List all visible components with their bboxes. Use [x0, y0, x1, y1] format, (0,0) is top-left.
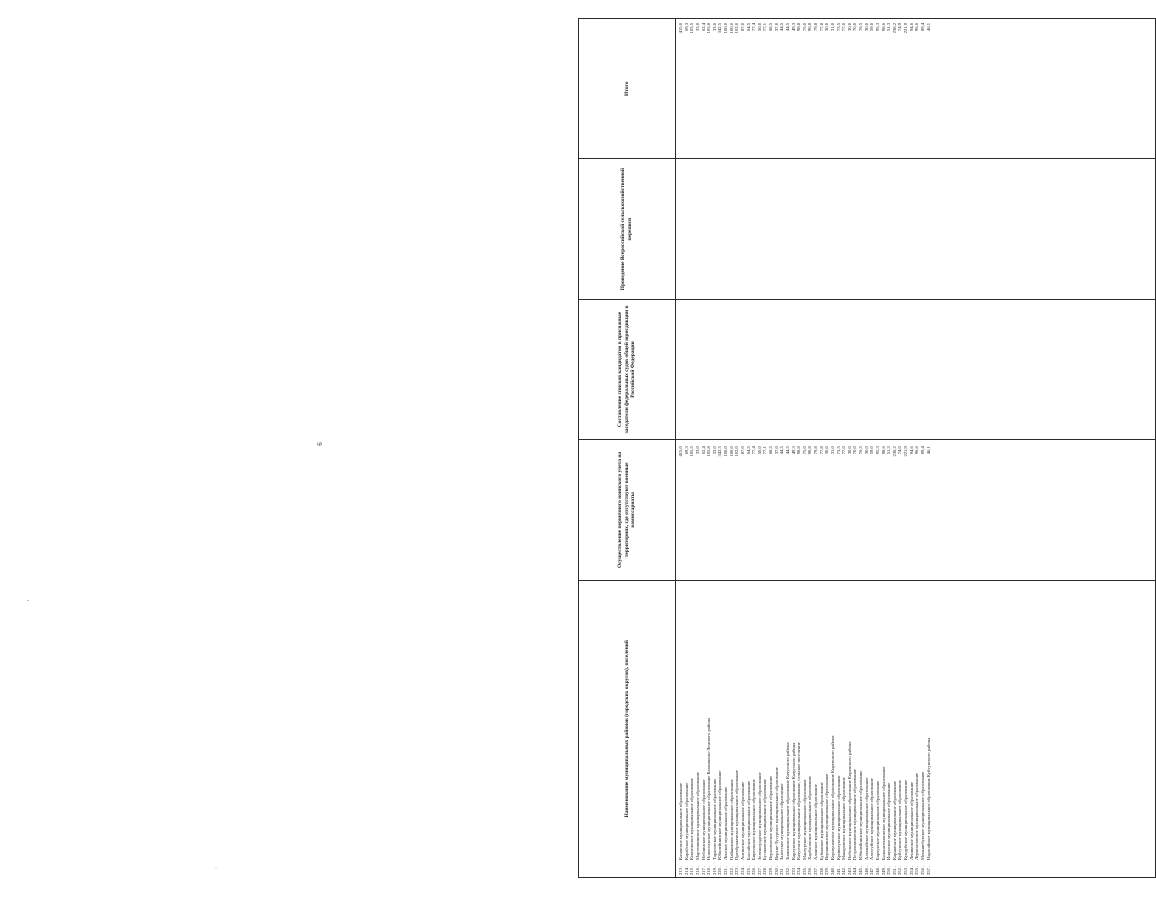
row-number: 254 .	[908, 865, 914, 875]
total-value: 30,0	[824, 23, 830, 32]
military-value: 73,5	[835, 446, 841, 455]
military-value: 59,0	[869, 446, 875, 455]
total-value: 77,0	[841, 23, 847, 32]
military-value: 105,5	[689, 446, 695, 457]
allocation-table	[578, 18, 1156, 878]
row-number: 218 .	[706, 865, 712, 875]
total-value: 96,6	[914, 23, 920, 32]
table-header-row	[579, 19, 676, 878]
row-name: Юбилейнинское муниципальное образование	[717, 770, 723, 860]
military-value: 100,0	[723, 446, 728, 457]
military-values-cell	[676, 440, 1156, 580]
row-name: Аланское муниципальное образование	[813, 784, 818, 860]
total-value: 33,0	[711, 23, 717, 32]
total-value: 69,3	[683, 23, 689, 32]
total-value: 221,9	[903, 23, 908, 34]
military-value: 51,3	[886, 446, 892, 455]
military-value: 77,8	[818, 446, 824, 455]
row-number: 251 .	[891, 865, 897, 875]
row-number: 227 .	[756, 865, 762, 875]
total-value: 50,0	[756, 23, 762, 32]
row-number: 224 .	[739, 865, 745, 875]
row-number: 242 .	[841, 865, 847, 875]
row-number: 238 .	[818, 865, 824, 875]
total-value: 68,5	[768, 23, 773, 32]
total-value: 105,8	[706, 23, 712, 34]
row-name: Меньшебукское муниципальное образование	[919, 771, 925, 860]
row-number: 226 .	[751, 865, 757, 875]
military-value: 105,8	[706, 446, 712, 457]
military-value: 102,0	[734, 446, 740, 457]
row-name: Неблинское муниципальное образование	[700, 779, 706, 860]
row-name: Тарасовское муниципальное образование	[711, 778, 717, 860]
row-name: Бутаковское муниципальное образование	[762, 778, 768, 860]
military-value: 46,1	[925, 446, 931, 455]
row-name: Кундуйское муниципальное образование	[903, 779, 908, 860]
military-value: 49,3	[790, 446, 796, 455]
total-value: 31,0	[829, 23, 835, 32]
row-name: Ленинское муниципальное образование	[908, 781, 914, 860]
row-name: Карабское муниципальное образование	[683, 782, 689, 860]
total-value: 79,8	[813, 23, 818, 32]
row-name: Верхне-Тутурское муниципальное образование	[773, 767, 779, 860]
military-value: 75,0	[801, 446, 807, 455]
military-value: 94,6	[908, 446, 914, 455]
total-value: 59,0	[869, 23, 875, 32]
row-number: 240 .	[829, 865, 835, 875]
military-value: 98,6	[880, 446, 886, 455]
total-value: 70,0	[852, 23, 858, 32]
row-number: 228 .	[762, 865, 768, 875]
scan-mark: ·	[215, 866, 217, 872]
row-name: Зеленоградское муниципальное образование	[756, 772, 762, 860]
military-value: 342,5	[717, 446, 723, 457]
row-number: 246 .	[863, 865, 869, 875]
total-value: 75,0	[801, 23, 807, 32]
row-name: Криволукское муниципальное образование	[835, 775, 841, 860]
row-number: 232 .	[784, 865, 790, 875]
military-value: 50,0	[756, 446, 762, 455]
total-value: 37,0	[773, 23, 779, 32]
row-number: 220 .	[717, 865, 723, 875]
total-value: 95,3	[874, 23, 880, 32]
military-value: 68,5	[768, 446, 773, 455]
total-value: 49,3	[790, 23, 796, 32]
row-name: Харбатовское муниципальное образование	[807, 776, 813, 860]
row-name: Алзамайское муниципальное образование	[863, 777, 869, 860]
row-number: 239 .	[824, 865, 830, 875]
row-name: Пайкинское муниципальное образование	[728, 779, 734, 860]
total-value: 46,1	[925, 23, 931, 32]
row-number: 229 .	[768, 865, 773, 875]
total-value: 98,6	[880, 23, 886, 32]
total-value: 89,4	[919, 23, 925, 32]
military-value: 33,0	[711, 446, 717, 455]
military-value: 30,0	[824, 446, 830, 455]
row-name: Ишунское муниципальное образование	[886, 782, 892, 860]
military-value: 238,2	[891, 446, 897, 457]
row-name: Качугское муниципальное образование, сельское поселение	[796, 742, 802, 860]
names-cell	[676, 580, 1156, 877]
total-value: 102,0	[734, 23, 740, 34]
military-value: 31,0	[829, 446, 835, 455]
row-name: Бирюльское муниципальное образование	[751, 779, 757, 860]
row-number: 214 .	[683, 865, 689, 875]
row-number: 237 .	[813, 865, 818, 875]
row-name: Знаменское муниципальное образование Качугского района	[784, 742, 790, 860]
military-value: 70,0	[852, 446, 858, 455]
row-number: 250 .	[886, 865, 892, 875]
table-body-row	[676, 19, 1156, 878]
row-name: Верхоленское муниципальное образование	[768, 775, 773, 860]
row-name: Наратайское муниципальное образование Куйтунского района	[925, 737, 931, 860]
row-name: Барлукское муниципальное образование	[874, 780, 880, 860]
military-value: 74,0	[897, 446, 903, 455]
military-value: 90,8	[807, 446, 813, 455]
military-value: 79,8	[813, 446, 818, 455]
military-value: 89,4	[919, 446, 925, 455]
total-value: 30,0	[863, 23, 869, 32]
row-name: Казанское муниципальное образование	[678, 782, 683, 860]
row-number: 257 .	[925, 865, 931, 875]
military-value: 64,5	[745, 446, 751, 455]
total-value: 62,4	[700, 23, 706, 32]
total-value: 342,5	[717, 23, 723, 34]
military-value: 96,6	[914, 446, 920, 455]
total-value: 77,4	[751, 23, 757, 32]
military-value: 415,0	[678, 446, 683, 457]
row-number: 236 .	[807, 865, 813, 875]
row-name: Кинзельское муниципальное образование	[689, 778, 695, 860]
military-value: 62,4	[700, 446, 706, 455]
jurors-values-cell	[676, 299, 1156, 439]
row-number: 252 .	[897, 865, 903, 875]
row-name: Макаровское муниципальное образование	[841, 777, 847, 860]
military-value: 87,0	[739, 446, 745, 455]
row-number: 243 .	[846, 865, 852, 875]
rotated-page	[578, 18, 1156, 878]
total-value: 64,5	[745, 23, 751, 32]
row-name: Лермонтовское муниципальное образование	[914, 772, 920, 860]
row-name: Преображенское муниципальное образование	[734, 770, 740, 860]
total-value: 33,0	[694, 23, 700, 32]
total-value: 76,5	[858, 23, 863, 32]
row-name: Вершининское муниципальное образование	[824, 773, 830, 860]
row-name: Бахтайское муниципальное образование	[745, 780, 751, 860]
total-value: 77,1	[762, 23, 768, 32]
row-number: 230 .	[773, 865, 779, 875]
row-number: 217 .	[700, 865, 706, 875]
row-number: 213 .	[678, 865, 683, 875]
header-name: Наименование муниципальных районов (городских округов), поселений	[579, 580, 676, 877]
header-agricultural-census: Проведение Всероссийской сельскохозяйственной переписи	[579, 159, 676, 299]
row-name: Петропавловское муниципальное образование	[852, 768, 858, 860]
total-value: 77,8	[818, 23, 824, 32]
total-values-cell	[676, 19, 1156, 159]
row-number: 255 .	[914, 865, 920, 875]
row-number: 249 .	[880, 865, 886, 875]
row-name: Манзурское муниципальное образование	[801, 779, 807, 860]
total-value: 73,5	[835, 23, 841, 32]
total-value: 90,8	[807, 23, 813, 32]
row-number: 248 .	[874, 865, 880, 875]
military-value: 33,0	[694, 446, 700, 455]
total-value: 74,9	[897, 23, 903, 32]
military-value: 76,5	[858, 446, 863, 455]
row-name: Мартюшинское муниципальное образование	[694, 772, 700, 860]
row-number: 233 .	[790, 865, 796, 875]
total-value: 94,6	[908, 23, 914, 32]
table-row	[926, 583, 932, 875]
row-name: Небельское муниципальное образование Киренского района	[846, 741, 852, 860]
row-name: Алгатуйское муниципальное образование	[869, 778, 875, 860]
row-name: Карлукское муниципальное образование Качугского района	[790, 742, 796, 860]
row-number: 244 .	[852, 865, 858, 875]
row-number: 225 .	[745, 865, 751, 875]
military-value: 37,0	[773, 446, 779, 455]
row-number: 222 .	[728, 865, 734, 875]
row-number: 247 .	[869, 865, 875, 875]
military-value: 44,5	[779, 446, 785, 455]
header-total: Итого	[579, 19, 676, 159]
row-number: 231 .	[779, 865, 785, 875]
military-value: 30,0	[863, 446, 869, 455]
total-value: 105,5	[689, 23, 695, 34]
row-name: Карымское муниципальное образование	[891, 780, 897, 860]
row-name: Коршуновское муниципальное образование Киренского района	[829, 735, 835, 860]
row-name: Юбилейнинское муниципальное образование	[858, 770, 863, 860]
total-value: 238,2	[891, 23, 897, 34]
row-number: 215 .	[689, 865, 695, 875]
military-value: 77,4	[751, 446, 757, 455]
total-value: 87,0	[739, 23, 745, 32]
military-value: 77,1	[762, 446, 768, 455]
military-value: 95,3	[874, 446, 880, 455]
header-jurors: Составление списков кандидатов в присяжные заседатели федеральных судов общей юрисдикции в Российской Федерации	[579, 299, 676, 439]
page-number: 6	[315, 442, 324, 446]
military-value: 44,5	[784, 446, 790, 455]
row-name: Новосельское муниципальное образование Казачинско-Ленского района	[706, 717, 712, 860]
total-value: 51,3	[886, 23, 892, 32]
military-value: 98,8	[796, 446, 802, 455]
military-value: 77,0	[841, 446, 847, 455]
row-number: 234 .	[796, 865, 802, 875]
total-value: 30,0	[846, 23, 852, 32]
header-military-registration: Осуществление первичного воинского учета на территориях, где отсутствуют военные комиссариаты	[579, 440, 676, 580]
total-value: 100,0	[728, 23, 734, 34]
row-number: 223 .	[734, 865, 740, 875]
row-name: Бубинское муниципальное образование	[818, 782, 824, 860]
row-name: Залогское муниципальное образование	[779, 783, 785, 860]
row-number: 219 .	[711, 865, 717, 875]
total-value: 44,5	[779, 23, 785, 32]
row-number: 221 .	[723, 865, 728, 875]
row-number: 256 .	[919, 865, 925, 875]
military-value: 69,3	[683, 446, 689, 455]
row-name: Ангинское муниципальное образование	[739, 781, 745, 860]
row-number: 245 .	[858, 865, 863, 875]
total-value: 100,0	[723, 23, 728, 34]
row-number: 241 .	[835, 865, 841, 875]
military-value: 221,9	[903, 446, 908, 457]
scan-mark: -	[27, 598, 29, 604]
total-value: 415,0	[678, 23, 683, 34]
total-value: 98,8	[796, 23, 802, 32]
row-number: 216 .	[694, 865, 700, 875]
row-name: Куйтунское муниципальное образование	[897, 780, 903, 860]
census-values-cell	[676, 159, 1156, 299]
row-number: 253 .	[903, 865, 908, 875]
row-name: Ленское муниципальное образование	[723, 786, 728, 860]
military-value: 30,0	[846, 446, 852, 455]
row-name: Большеочаковское муниципальное образование	[880, 766, 886, 860]
row-number: 235 .	[801, 865, 807, 875]
military-value: 100,0	[728, 446, 734, 457]
total-value: 44,5	[784, 23, 790, 32]
